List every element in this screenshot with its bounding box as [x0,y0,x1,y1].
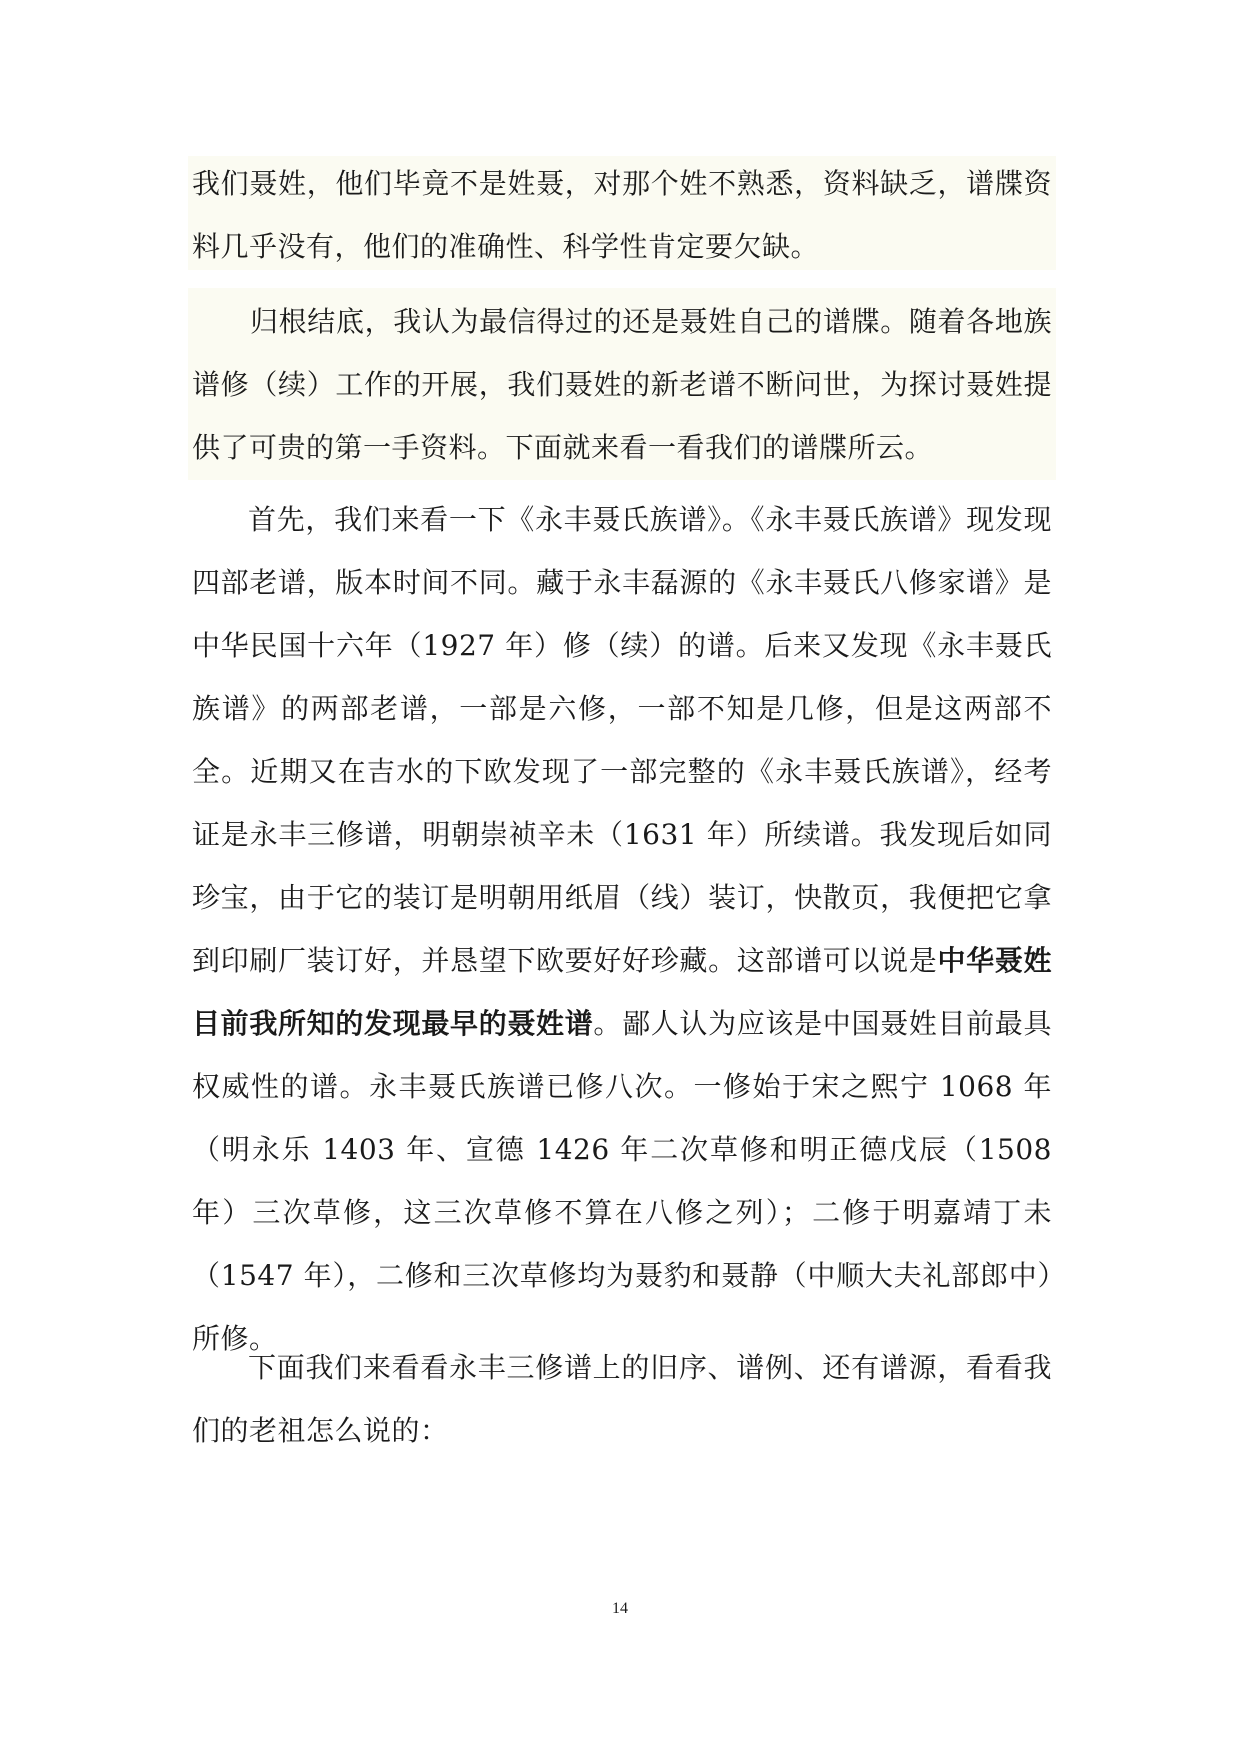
paragraph-genealogy-reliability: 归根结底，我认为最信得过的还是聂姓自己的谱牒。随着各地族谱修（续）工作的开展，我们聂姓的新老谱不断问世，为探讨聂姓提供了可贵的第一手资料。下面就来看一看我们的谱牒所云。 [192,305,1052,464]
paragraph-text-segment: 。鄙人认为应该是中国聂姓目前最具权威性的谱。永丰聂氏族谱已修八次。一修始于宋之熙宁 1068 年（明永乐 1403 年、宣德 1426 年二次草修和明正德戊辰（1508 年）三次草修，这三次草修不算在八修之列）；二修于明嘉靖丁未（1547 年），二修和三次草修均为聂豹和聂静（中顺大夫礼部郎中）所修。 [192,1007,1052,1355]
page-number: 14 [612,1600,628,1617]
paragraph-old-preface-intro: 下面我们来看看永丰三修谱上的旧序、谱例、还有谱源，看看我们的老祖怎么说的： [192,1351,1052,1447]
bold-highlight-text: 中华聂姓目前我所知的发现最早的聂姓谱 [192,944,1052,1040]
paragraph-yongfeng-genealogy [192,488,1052,1370]
paragraph-continuation: 我们聂姓，他们毕竟不是姓聂，对那个姓不熟悉，资料缺乏，谱牒资料几乎没有，他们的准确性、科学性肯定要欠缺。 [192,167,1052,263]
paragraph-text-segment: 首先，我们来看一下《永丰聂氏族谱》。《永丰聂氏族谱》现发现四部老谱，版本时间不同。藏于永丰磊源的《永丰聂氏八修家谱》是中华民国十六年（1927 年）修（续）的谱。后来又发现《永丰聂氏族谱》的两部老谱，一部是六修，一部不知是几修，但是这两部不全。近期又在吉水的下欧发现了一部完整的《永丰聂氏族谱》，经考证是永丰三修谱，明朝崇祯辛未（1631 年）所续谱。我发现后如同珍宝，由于它的装订是明朝用纸眉（线）装订，快散页，我便把它拿到印刷厂装订好，并恳望下欧要好好珍藏。这部谱可以说是 [192,503,1052,977]
